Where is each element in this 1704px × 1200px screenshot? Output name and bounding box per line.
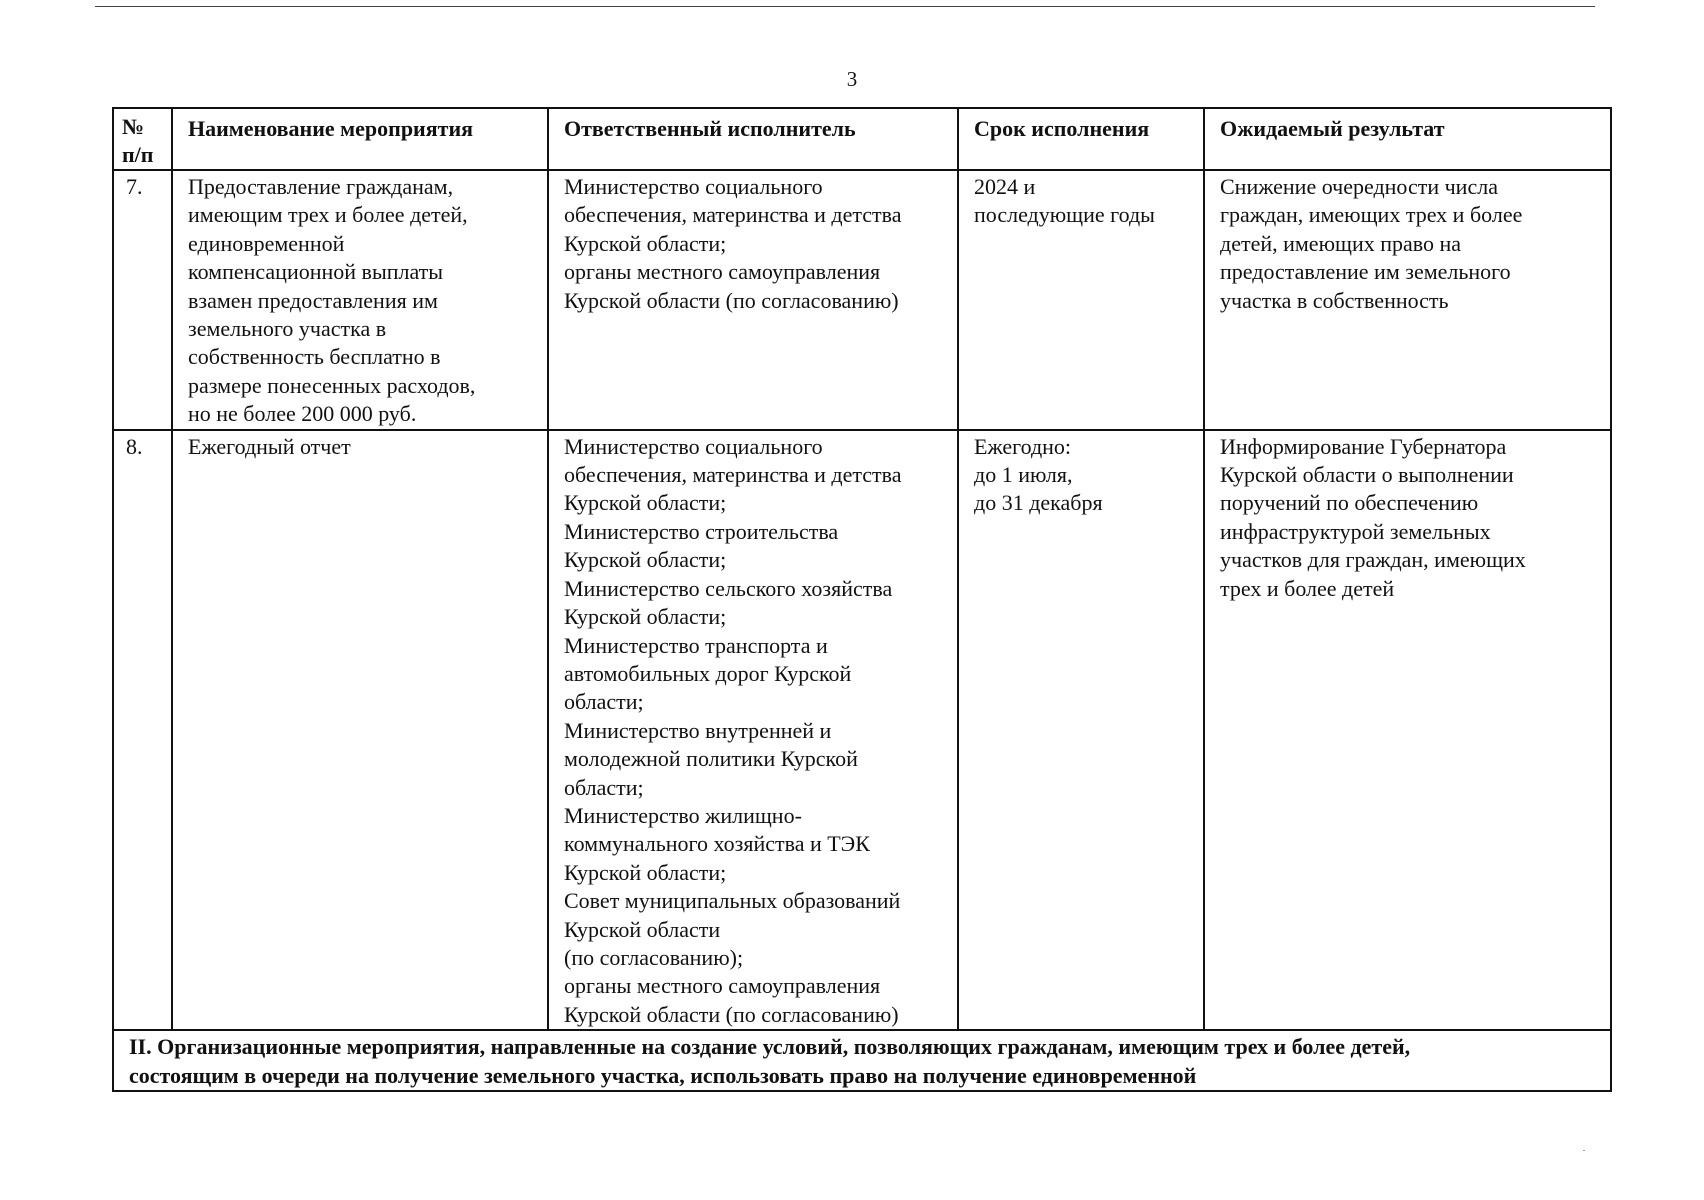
cell-text-line: земельного участка в — [188, 316, 387, 342]
cell-text-line: Министерство жилищно- — [564, 802, 802, 828]
row-result-cell — [1204, 170, 1611, 430]
header-name: Наименование мероприятия — [172, 108, 548, 170]
cell-text-line: Министерство транспорта и — [564, 632, 828, 658]
cell-text-line: поручений по обеспечению — [1220, 490, 1479, 516]
cell-text-line: до 1 июля, — [974, 462, 1073, 488]
cell-text-line: Министерство сельского хозяйства — [564, 575, 893, 601]
row-number: 8. — [113, 430, 172, 1031]
cell-text-line: участка в собственность — [1220, 287, 1449, 313]
row-deadline-cell — [958, 170, 1204, 430]
header-executor: Ответственный исполнитель — [548, 108, 958, 170]
cell-text-line: Предоставление гражданам, — [188, 174, 454, 199]
cell-text-line: обеспечения, материнства и детства — [564, 462, 902, 488]
scan-speck — [1583, 1150, 1585, 1151]
section-heading-row — [113, 1030, 1611, 1091]
cell-text-line: но не более 200 000 руб. — [188, 401, 417, 427]
action-plan-table — [112, 107, 1612, 1092]
cell-text-line: Курской области о выполнении — [1220, 462, 1514, 488]
row-deadline-cell — [958, 430, 1204, 1031]
cell-text-line: трех и более детей — [1220, 575, 1395, 601]
scan-edge-line — [95, 6, 1595, 7]
cell-text-line: размере понесенных расходов, — [188, 372, 476, 398]
cell-text-line: Ежегодный отчет — [188, 433, 351, 459]
cell-text-line: собственность бесплатно в — [188, 344, 441, 370]
cell-text-line: Курской области (по согласованию) — [564, 287, 899, 313]
cell-text-line: предоставление им земельного — [1220, 259, 1511, 285]
cell-text-line: 2024 и — [974, 174, 1036, 199]
row-executor-cell — [548, 430, 958, 1031]
header-number — [113, 108, 172, 170]
cell-text-line: Министерство внутренней и — [564, 717, 832, 743]
cell-text-line: области; — [564, 774, 644, 800]
row-result-cell — [1204, 430, 1611, 1031]
cell-text-line: Курской области (по согласованию) — [564, 1001, 899, 1027]
header-number-line2: п/п — [122, 142, 154, 167]
cell-text-line: единовременной — [188, 230, 345, 256]
cell-text-line: (по согласованию); — [564, 944, 744, 970]
cell-text-line: Информирование Губернатора — [1220, 433, 1507, 459]
cell-text-line: автомобильных дорог Курской — [564, 660, 852, 686]
cell-text-line: Курской области; — [564, 230, 727, 256]
section-heading-line2: состоящим в очереди на получение земельного участка, использовать право на получение единовременной — [129, 1062, 1197, 1088]
cell-text-line: Снижение очередности числа — [1220, 174, 1498, 199]
cell-text-line: граждан, имеющих трех и более — [1220, 202, 1523, 228]
cell-text-line: взамен предоставления им — [188, 287, 438, 313]
table-header-row — [113, 108, 1611, 170]
cell-text-line: компенсационной выплаты — [188, 259, 444, 285]
section-heading-line1: II. Организационные мероприятия, направленные на создание условий, позволяющих гражданам, имеющим трех и более детей, — [129, 1034, 1411, 1060]
cell-text-line: Министерство социального — [564, 174, 823, 199]
row-name-cell — [172, 170, 548, 430]
cell-text-line: детей, имеющих право на — [1220, 230, 1462, 256]
cell-text-line: Курской области; — [564, 547, 727, 573]
cell-text-line: органы местного самоуправления — [564, 973, 881, 999]
page-number: 3 — [846, 67, 858, 91]
cell-text-line: Ежегодно: — [974, 433, 1072, 459]
cell-text-line: Курской области; — [564, 490, 727, 516]
cell-text-line: Курской области; — [564, 859, 727, 885]
row-number: 7. — [113, 170, 172, 430]
header-result: Ожидаемый результат — [1204, 108, 1611, 170]
cell-text-line: Курской области — [564, 916, 721, 942]
header-deadline: Срок исполнения — [958, 108, 1204, 170]
cell-text-line: органы местного самоуправления — [564, 259, 881, 285]
cell-text-line: Совет муниципальных образований — [564, 888, 901, 914]
cell-text-line: коммунального хозяйства и ТЭК — [564, 831, 870, 857]
cell-text-line: обеспечения, материнства и детства — [564, 202, 902, 228]
cell-text-line: молодежной политики Курской — [564, 746, 858, 772]
cell-text-line: имеющим трех и более детей, — [188, 202, 468, 228]
section-heading — [113, 1030, 1611, 1091]
row-executor-cell — [548, 170, 958, 430]
cell-text-line: последующие годы — [974, 202, 1155, 228]
cell-text-line: до 31 декабря — [974, 490, 1103, 516]
cell-text-line: области; — [564, 689, 644, 715]
row-name-cell — [172, 430, 548, 1031]
cell-text-line: Министерство строительства — [564, 518, 839, 544]
header-number-line1: № — [122, 114, 145, 139]
cell-text-line: Курской области; — [564, 604, 727, 630]
cell-text-line: Министерство социального — [564, 433, 823, 459]
table-row — [113, 170, 1611, 430]
cell-text-line: инфраструктурой земельных — [1220, 518, 1491, 544]
table-row — [113, 430, 1611, 1031]
cell-text-line: участков для граждан, имеющих — [1220, 547, 1526, 573]
